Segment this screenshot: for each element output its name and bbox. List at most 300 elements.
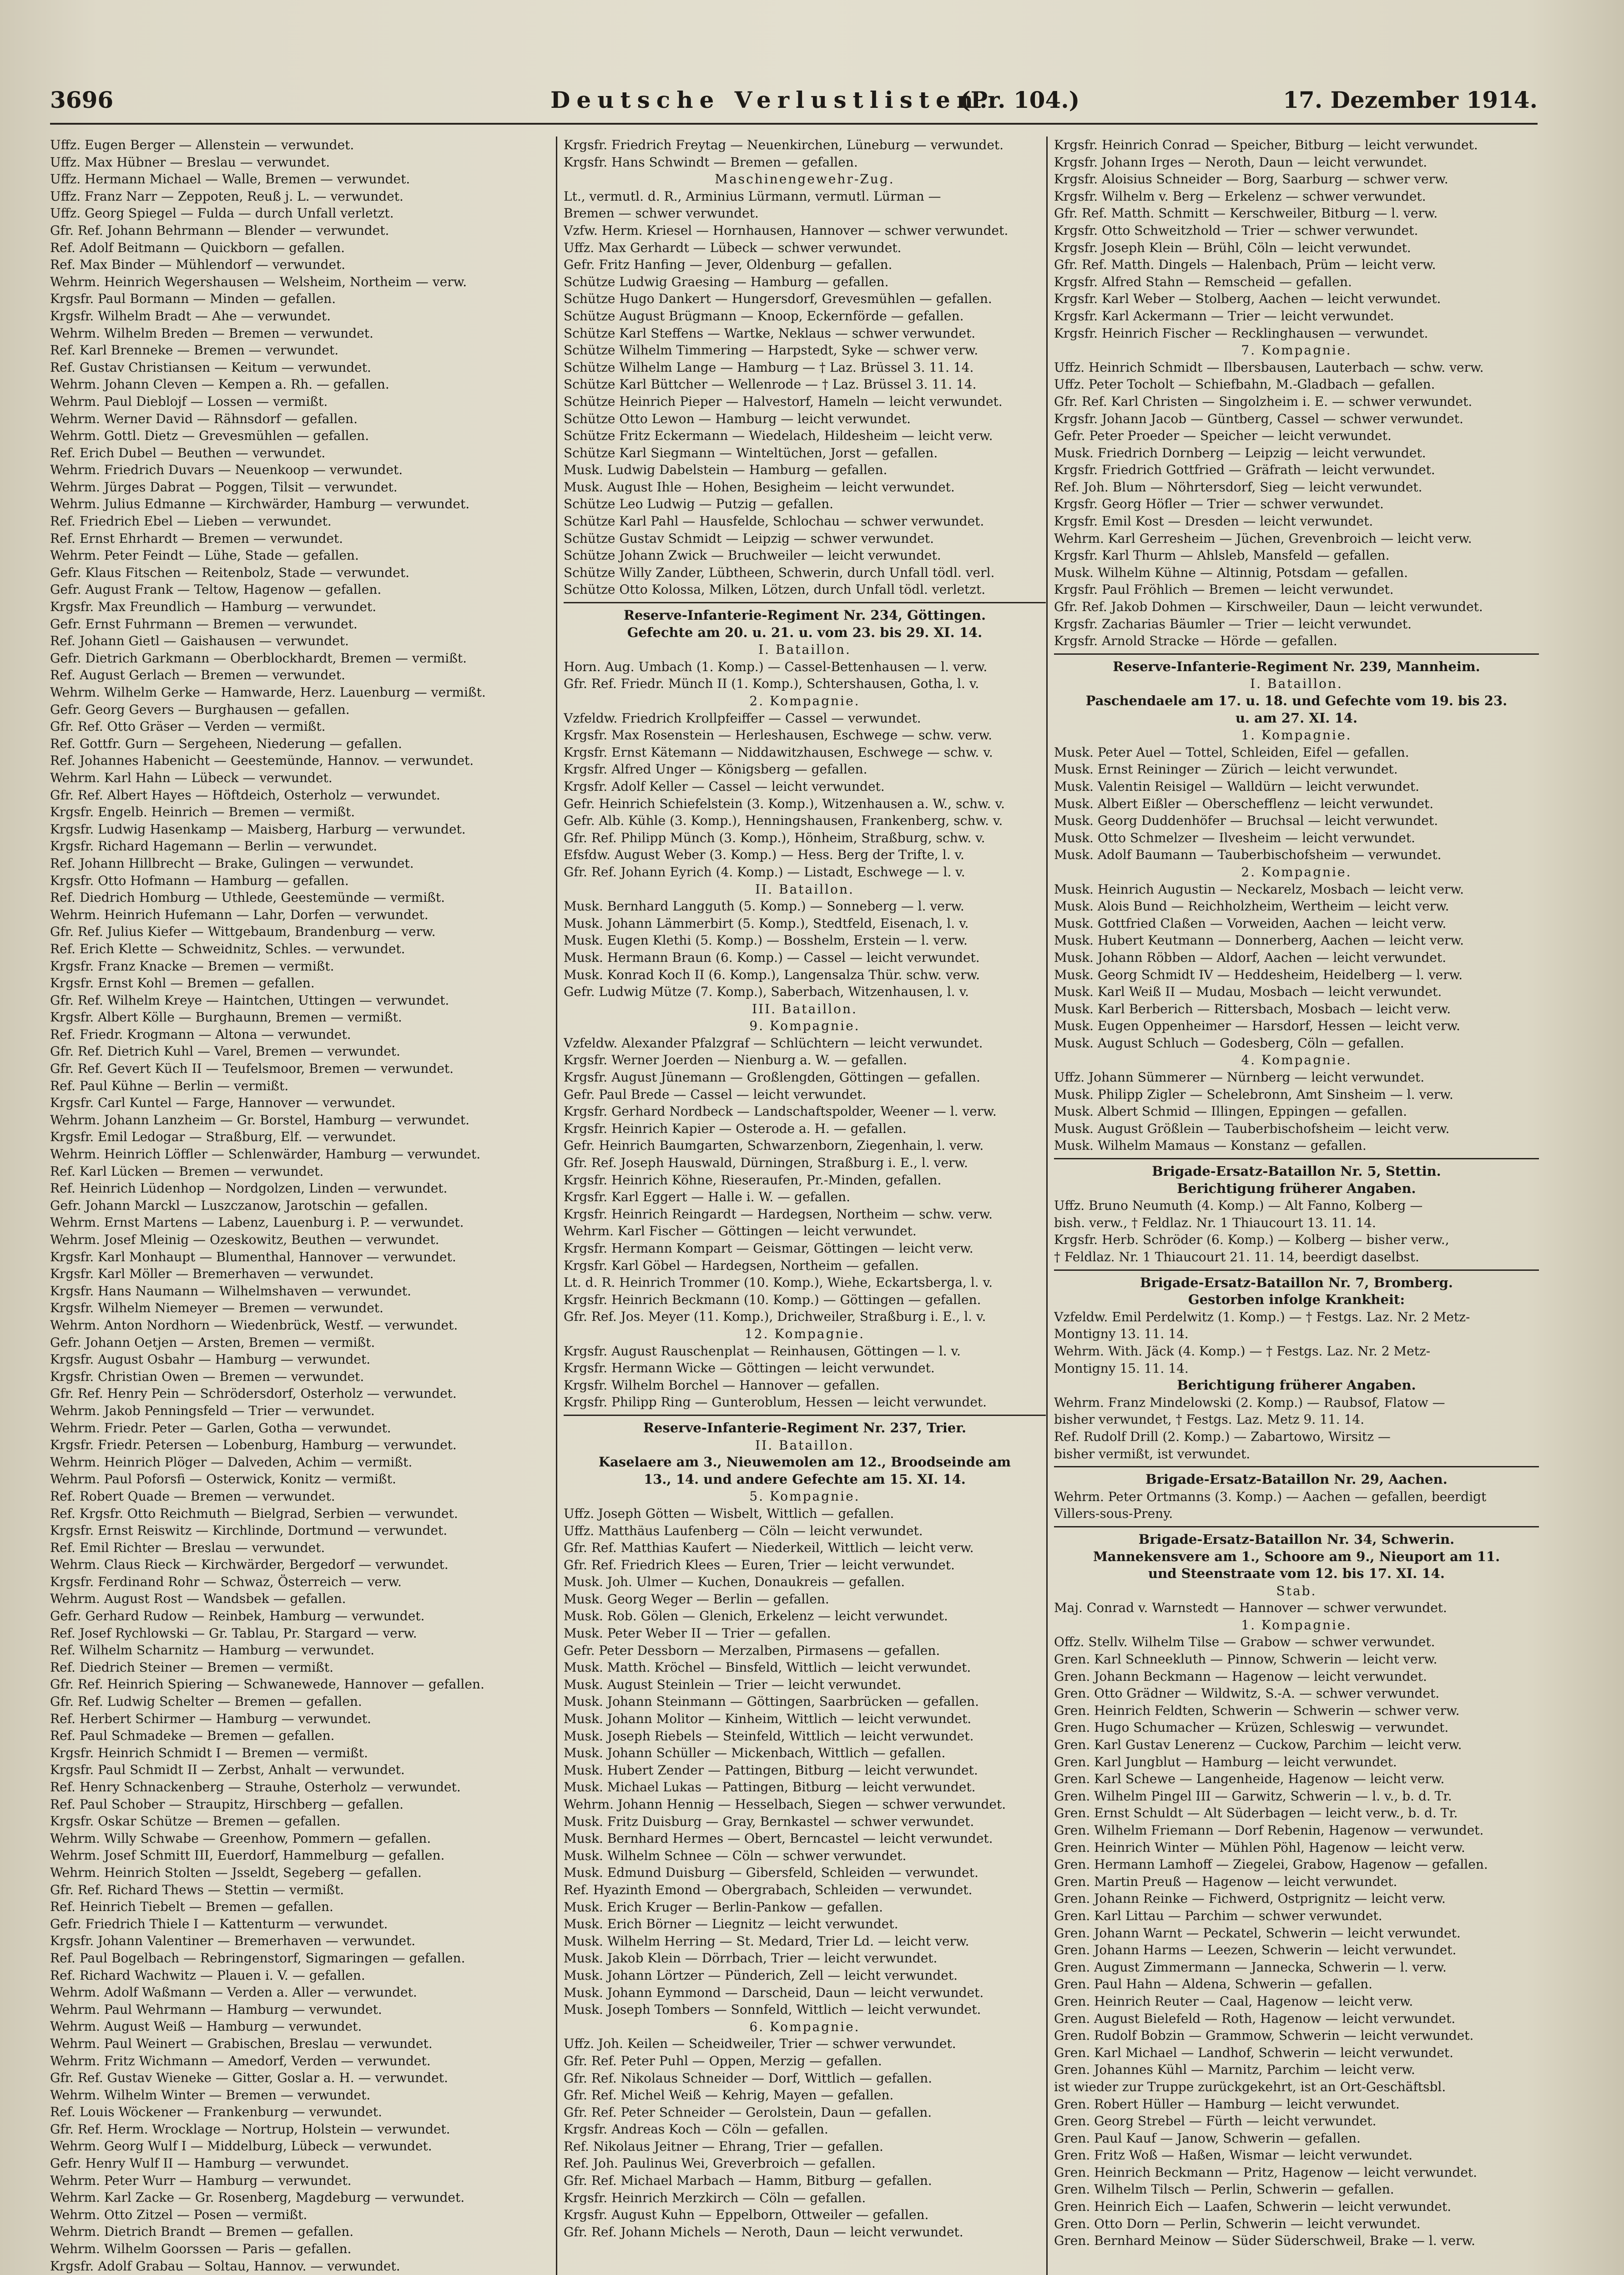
casualty-entry: Musk. Albert Schmid — Illingen, Eppingen — gefallen. bbox=[1054, 1104, 1407, 1119]
casualty-entry: Musk. Valentin Reisigel — Walldürn — leicht verwundet. bbox=[1054, 779, 1419, 794]
casualty-entry: Wehrm. Julius Edmanne — Kirchwärder, Hamburg — verwundet. bbox=[50, 496, 470, 512]
casualty-entry: Uffz. Johann Sümmerer — Nürnberg — leicht verwundet. bbox=[1054, 1070, 1425, 1085]
section-heading: Brigade-Ersatz-Bataillon Nr. 29, Aachen. bbox=[1145, 1471, 1447, 1487]
casualty-entry: Schütze Karl Siegmann — Winteltüchen, Jorst — gefallen. bbox=[564, 445, 938, 460]
casualty-entry: Krgsfr. Hermann Wicke — Göttingen — leicht verwundet. bbox=[564, 1360, 935, 1376]
casualty-entry: Gren. Hugo Schumacher — Krüzen, Schleswig — verwundet. bbox=[1054, 1720, 1449, 1735]
casualty-entry: Musk. Johann Lörtzer — Pünderich, Zell — leicht verwundet. bbox=[564, 1967, 958, 1983]
casualty-entry: Musk. Eugen Oppenheimer — Harsdorf, Hessen — leicht verw. bbox=[1054, 1018, 1461, 1034]
casualty-entry: bisher vermißt, ist verwundet. bbox=[1054, 1446, 1251, 1461]
section-heading: Gefechte am 20. u. 21. u. vom 23. bis 29. XI. 14. bbox=[627, 624, 983, 640]
text-column-1 bbox=[50, 136, 537, 2275]
issue-number: (Pr. 104.) bbox=[960, 86, 1080, 113]
casualty-entry: Ref. Karl Lücken — Bremen — verwundet. bbox=[50, 1163, 324, 1179]
casualty-entry: Gren. Karl Michael — Landhof, Schwerin — leicht verwundet. bbox=[1054, 2045, 1454, 2060]
casualty-entry: Wehrm. Wilhelm Goorssen — Paris — gefallen. bbox=[50, 2241, 352, 2257]
casualty-entry: Ref. Paul Schober — Straupitz, Hirschberg — gefallen. bbox=[50, 1796, 404, 1812]
casualty-entry: Krgsfr. Paul Fröhlich — Bremen — leicht verwundet. bbox=[1054, 582, 1394, 597]
casualty-entry: Ref. Joh. Blum — Nöhrtersdorf, Sieg — leicht verwundet. bbox=[1054, 479, 1422, 495]
subsection-heading: 2. Kompagnie. bbox=[1241, 864, 1352, 880]
text-column-2 bbox=[556, 136, 1046, 2275]
casualty-entry: Musk. Konrad Koch II (6. Komp.), Langensalza Thür. schw. verw. bbox=[564, 967, 980, 982]
casualty-entry: Musk. Peter Auel — Tottel, Schleiden, Eifel — gefallen. bbox=[1054, 744, 1409, 760]
casualty-entry: Wehrm. Peter Wurr — Hamburg — verwundet. bbox=[50, 2173, 352, 2188]
casualty-entry: Gren. Heinrich Eich — Laafen, Schwerin — leicht verwundet. bbox=[1054, 2199, 1452, 2214]
casualty-entry: Wehrm. Fritz Wichmann — Amedorf, Verden — verwundet. bbox=[50, 2053, 431, 2068]
casualty-entry: Krgsfr. Otto Hofmann — Hamburg — gefallen. bbox=[50, 873, 349, 888]
casualty-entry: Wehrm. Ernst Martens — Labenz, Lauenburg i. P. — verwundet. bbox=[50, 1215, 464, 1230]
casualty-entry: Gfr. Ref. Wilhelm Kreye — Haintchen, Uttingen — verwundet. bbox=[50, 992, 449, 1008]
casualty-entry: Musk. Michael Lukas — Pattingen, Bitburg — leicht verwundet. bbox=[564, 1780, 976, 1795]
casualty-entry: Gfr. Ref. Gevert Küch II — Teufelsmoor, Bremen — verwundet. bbox=[50, 1061, 454, 1077]
casualty-entry: Wehrm. Johann Cleven — Kempen a. Rh. — gefallen. bbox=[50, 377, 389, 392]
section-heading: Brigade-Ersatz-Bataillon Nr. 5, Stettin. bbox=[1152, 1163, 1441, 1179]
casualty-entry: Musk. Wilhelm Kühne — Altinnig, Potsdam — gefallen. bbox=[1054, 565, 1408, 580]
casualty-entry: Musk. Rob. Gölen — Glenich, Erkelenz — leicht verwundet. bbox=[564, 1608, 948, 1624]
casualty-entry: Krgsfr. Ferdinand Rohr — Schwaz, Österreich — verw. bbox=[50, 1574, 402, 1589]
subsection-heading: 6. Kompagnie. bbox=[749, 2019, 860, 2034]
casualty-entry: Gefr. Dietrich Garkmann — Oberblockhardt, Bremen — vermißt. bbox=[50, 650, 467, 666]
casualty-entry: Ref. Heinrich Lüdenhop — Nordgolzen, Linden — verwundet. bbox=[50, 1181, 448, 1196]
casualty-entry: Musk. Johann Molitor — Kinheim, Wittlich — leicht verwundet. bbox=[564, 1711, 972, 1727]
casualty-entry: Wehrm. Johann Hennig — Hesselbach, Siegen — schwer verwundet. bbox=[564, 1797, 1006, 1812]
section-heading: Berichtigung früherer Angaben. bbox=[1177, 1180, 1416, 1196]
casualty-entry: Gren. Bernhard Meinow — Süder Süderschweil, Brake — l. verw. bbox=[1054, 2233, 1475, 2249]
casualty-entry: Musk. Albert Eißler — Oberschefflenz — leicht verwundet. bbox=[1054, 796, 1434, 811]
casualty-entry: Uffz. Hermann Michael — Walle, Bremen — verwundet. bbox=[50, 172, 410, 187]
subsection-heading: II. Bataillon. bbox=[755, 881, 854, 897]
casualty-entry: Ref. Johannes Habenicht — Geestemünde, Hannov. — verwundet. bbox=[50, 753, 474, 768]
casualty-entry: Ref. August Gerlach — Bremen — verwundet. bbox=[50, 667, 345, 683]
casualty-entry: Uffz. Georg Spiegel — Fulda — durch Unfall verletzt. bbox=[50, 206, 394, 221]
casualty-entry: Vzfeldw. Emil Perdelwitz (1. Komp.) — † Festgs. Laz. Nr. 2 Metz- bbox=[1054, 1309, 1470, 1325]
casualty-entry: Ref. Emil Richter — Breslau — verwundet. bbox=[50, 1540, 325, 1555]
casualty-entry: Ref. Max Binder — Mühlendorf — verwundet. bbox=[50, 257, 346, 273]
casualty-entry: Krgsfr. Heinrich Schmidt I — Bremen — vermißt. bbox=[50, 1745, 368, 1760]
casualty-entry: Krgsfr. Johann Valentiner — Bremerhaven — verwundet. bbox=[50, 1933, 416, 1949]
casualty-entry: Krgsfr. Wilhelm Niemeyer — Bremen — verwundet. bbox=[50, 1300, 383, 1316]
casualty-entry: Krgsfr. Gerhard Nordbeck — Landschaftspolder, Weener — l. verw. bbox=[564, 1104, 997, 1119]
casualty-entry: Schütze Willy Zander, Lübtheen, Schwerin, durch Unfall tödl. verl. bbox=[564, 565, 995, 580]
casualty-entry: Uffz. Heinrich Schmidt — Ilbersbausen, Lauterbach — schw. verw. bbox=[1054, 359, 1484, 375]
casualty-entry: Efsfdw. August Weber (3. Komp.) — Hess. Berg der Trifte, l. v. bbox=[564, 847, 964, 863]
subsection-heading: Maschinengewehr-Zug. bbox=[715, 172, 895, 187]
casualty-entry: Musk. Wilhelm Mamaus — Konstanz — gefallen. bbox=[1054, 1138, 1367, 1153]
casualty-entry: Krgsfr. August Osbahr — Hamburg — verwundet. bbox=[50, 1352, 371, 1367]
casualty-entry: Gren. Paul Kauf — Janow, Schwerin — gefallen. bbox=[1054, 2130, 1361, 2146]
casualty-entry: Vzfeldw. Friedrich Krollpfeiffer — Cassel — verwundet. bbox=[564, 710, 921, 726]
casualty-entry: Wehrm. Dietrich Brandt — Bremen — gefallen. bbox=[50, 2224, 354, 2240]
casualty-entry: Krgsfr. Karl Göbel — Hardegsen, Northeim — gefallen. bbox=[564, 1258, 919, 1273]
casualty-entry: Ref. Gustav Christiansen — Keitum — verwundet. bbox=[50, 359, 371, 375]
casualty-entry: Gren. Johannes Kühl — Marnitz, Parchim — leicht verw. bbox=[1054, 2062, 1415, 2078]
casualty-entry: Musk. Joseph Riebels — Steinfeld, Wittlich — leicht verwundet. bbox=[564, 1728, 974, 1744]
casualty-entry: Wehrm. Adolf Waßmann — Verden a. Aller — verwundet. bbox=[50, 1985, 417, 2000]
casualty-entry: Krgsfr. Zacharias Bäumler — Trier — leicht verwundet. bbox=[1054, 616, 1412, 632]
casualty-entry: Gefr. Peter Proeder — Speicher — leicht verwundet. bbox=[1054, 428, 1392, 444]
casualty-entry: Wehrm. Werner David — Rähnsdorf — gefallen. bbox=[50, 411, 358, 426]
casualty-entry: Wehrm. Heinrich Löffler — Schlenwärder, Hamburg — verwundet. bbox=[50, 1147, 481, 1162]
casualty-entry: Gren. Heinrich Feldten, Schwerin — Schwerin — schwer verw. bbox=[1054, 1703, 1460, 1718]
casualty-entry: Musk. Johann Eymmond — Darscheid, Daun — leicht verwundet. bbox=[564, 1985, 984, 2000]
text-column-3 bbox=[1046, 136, 1539, 2275]
casualty-entry: Gren. Karl Littau — Parchim — schwer verwundet. bbox=[1054, 1908, 1382, 1923]
casualty-entry: Wehrm. August Weiß — Hamburg — verwundet. bbox=[50, 2019, 362, 2034]
casualty-entry: Gren. Karl Schneekluth — Pinnow, Schwerin — leicht verw. bbox=[1054, 1652, 1437, 1667]
casualty-entry: Gren. Otto Dorn — Perlin, Schwerin — leicht verwundet. bbox=[1054, 2216, 1421, 2231]
casualty-entry: Gfr. Ref. Julius Kiefer — Wittgebaum, Brandenburg — verw. bbox=[50, 924, 436, 940]
casualty-entry: Gfr. Ref. Heinrich Spiering — Schwanewede, Hannover — gefallen. bbox=[50, 1677, 484, 1692]
section-divider bbox=[1054, 1158, 1539, 1159]
casualty-entry: Lt., vermutl. d. R., Arminius Lürmann, vermutl. Lürman — bbox=[564, 188, 941, 204]
casualty-entry: Krgsfr. Hermann Kompart — Geismar, Göttingen — leicht verw. bbox=[564, 1241, 973, 1256]
casualty-entry: Schütze August Brügmann — Knoop, Eckernförde — gefallen. bbox=[564, 308, 964, 324]
casualty-entry: Krgsfr. Johann Irges — Neroth, Daun — leicht verwundet. bbox=[1054, 154, 1427, 170]
casualty-entry: Gren. Wilhelm Tilsch — Perlin, Schwerin — gefallen. bbox=[1054, 2182, 1394, 2197]
casualty-entry: Wehrm. Franz Mindelowski (2. Komp.) — Raubsof, Flatow — bbox=[1054, 1395, 1445, 1410]
casualty-entry: Krgsfr. Karl Eggert — Halle i. W. — gefallen. bbox=[564, 1189, 851, 1205]
subsection-heading: 2. Kompagnie. bbox=[749, 693, 860, 708]
section-heading: Paschendaele am 17. u. 18. und Gefechte vom 19. bis 23. bbox=[1085, 693, 1508, 708]
section-heading: Kaselaere am 3., Nieuwemolen am 12., Broodseinde am bbox=[598, 1454, 1011, 1470]
casualty-entry: Krgsfr. Joseph Klein — Brühl, Cöln — leicht verwundet. bbox=[1054, 240, 1411, 255]
casualty-entry: Gren. Johann Warnt — Peckatel, Schwerin — leicht verwundet. bbox=[1054, 1925, 1461, 1941]
casualty-entry: Gren. Martin Preuß — Hagenow — leicht verwundet. bbox=[1054, 1874, 1397, 1889]
casualty-entry: Krgsfr. Christian Owen — Bremen — verwundet. bbox=[50, 1369, 364, 1384]
casualty-entry: Gfr. Ref. Henry Pein — Schrödersdorf, Osterholz — verwundet. bbox=[50, 1386, 457, 1401]
casualty-entry: Krgsfr. Emil Ledogar — Straßburg, Elf. — verwundet. bbox=[50, 1129, 396, 1145]
casualty-entry: Krgsfr. Richard Hagemann — Berlin — verwundet. bbox=[50, 839, 378, 854]
casualty-entry: Gren. Fritz Woß — Haßen, Wismar — leicht verwundet. bbox=[1054, 2148, 1413, 2163]
casualty-entry: Ref. Erich Dubel — Beuthen — verwundet. bbox=[50, 445, 326, 460]
casualty-entry: Schütze Wilhelm Lange — Hamburg — † Laz. Brüssel 3. 11. 14. bbox=[564, 359, 974, 375]
casualty-entry: Krgsfr. Adolf Grabau — Soltau, Hannov. — verwundet. bbox=[50, 2258, 400, 2274]
casualty-entry: Montigny 13. 11. 14. bbox=[1054, 1326, 1189, 1342]
section-heading: und Steenstraate vom 12. bis 17. XI. 14. bbox=[1148, 1566, 1445, 1582]
casualty-entry: Gfr. Ref. Johann Eyrich (4. Komp.) — Listadt, Eschwege — l. v. bbox=[564, 864, 965, 880]
section-heading: u. am 27. XI. 14. bbox=[1235, 710, 1358, 726]
casualty-entry: Schütze Johann Zwick — Bruchweiler — leicht verwundet. bbox=[564, 548, 941, 563]
casualty-entry: Ref. Wilhelm Scharnitz — Hamburg — verwundet. bbox=[50, 1643, 374, 1658]
casualty-entry: Vzfw. Herm. Kriesel — Hornhausen, Hannover — schwer verwundet. bbox=[564, 222, 1009, 238]
casualty-entry: Uffz. Peter Tocholt — Schiefbahn, M.-Gladbach — gefallen. bbox=[1054, 377, 1435, 392]
subsection-heading: 1. Kompagnie. bbox=[1241, 1617, 1352, 1633]
casualty-entry: Schütze Fritz Eckermann — Wiedelach, Hildesheim — leicht verw. bbox=[564, 428, 993, 444]
casualty-entry: Musk. Ludwig Dabelstein — Hamburg — gefallen. bbox=[564, 462, 888, 478]
casualty-entry: Schütze Karl Pahl — Hausfelde, Schlochau — schwer verwundet. bbox=[564, 514, 984, 529]
casualty-entry: Ref. Karl Brenneke — Bremen — verwundet. bbox=[50, 343, 339, 358]
casualty-entry: Krgsfr. Otto Schweitzhold — Trier — schwer verwundet. bbox=[1054, 222, 1418, 238]
casualty-entry: Ref. Joh. Paulinus Wei, Greverbroich — gefallen. bbox=[564, 2156, 876, 2171]
casualty-entry: Wehrm. Paul Weinert — Grabischen, Breslau — verwundet. bbox=[50, 2036, 433, 2051]
casualty-entry: Musk. Joh. Ulmer — Kuchen, Donaukreis — gefallen. bbox=[564, 1574, 905, 1590]
casualty-entry: Wehrm. Peter Feindt — Lühe, Stade — gefallen. bbox=[50, 548, 359, 563]
casualty-entry: Musk. Karl Weiß II — Mudau, Mosbach — leicht verwundet. bbox=[1054, 984, 1442, 1000]
casualty-entry: Ref. Herbert Schirmer — Hamburg — verwundet. bbox=[50, 1711, 371, 1726]
casualty-entry: Gfr. Ref. Karl Christen — Singolzheim i. E. — schwer verwundet. bbox=[1054, 394, 1473, 409]
casualty-entry: Musk. Hubert Keutmann — Donnerberg, Aachen — leicht verw. bbox=[1054, 933, 1464, 948]
subsection-heading: 7. Kompagnie. bbox=[1241, 343, 1352, 358]
casualty-entry: Schütze Karl Büttcher — Wellenrode — † Laz. Brüssel 3. 11. 14. bbox=[564, 377, 977, 392]
casualty-entry: Gfr. Ref. Jos. Meyer (11. Komp.), Drichweiler, Straßburg i. E., l. v. bbox=[564, 1309, 986, 1325]
casualty-entry: Krgsfr. Franz Knacke — Bremen — vermißt. bbox=[50, 958, 334, 974]
casualty-entry: Krgsfr. Ludwig Hasenkamp — Maisberg, Harburg — verwundet. bbox=[50, 821, 466, 837]
subsection-heading: II. Bataillon. bbox=[755, 1437, 854, 1453]
casualty-entry: Wehrm. Willy Schwabe — Greenhow, Pommern — gefallen. bbox=[50, 1830, 431, 1846]
casualty-entry: bish. verw., † Feldlaz. Nr. 1 Thiaucourt 13. 11. 14. bbox=[1054, 1215, 1376, 1230]
casualty-entry: Gfr. Ref. Albert Hayes — Höftdeich, Osterholz — verwundet. bbox=[50, 787, 440, 803]
casualty-entry: Krgsfr. Karl Monhaupt — Blumenthal, Hannover — verwundet. bbox=[50, 1249, 456, 1264]
casualty-entry: Maj. Conrad v. Warnstedt — Hannover — schwer verwundet. bbox=[1054, 1600, 1447, 1616]
casualty-entry: Krgsfr. Friedr. Petersen — Lobenburg, Hamburg — verwundet. bbox=[50, 1437, 457, 1453]
casualty-entry: Gefr. Johann Oetjen — Arsten, Bremen — vermißt. bbox=[50, 1335, 375, 1350]
casualty-entry: Ref. Rudolf Drill (2. Komp.) — Zabartowo, Wirsitz — bbox=[1054, 1429, 1391, 1444]
casualty-entry: Krgsfr. Karl Ackermann — Trier — leicht verwundet. bbox=[1054, 308, 1394, 324]
casualty-entry: Krgsfr. Karl Möller — Bremerhaven — verwundet. bbox=[50, 1266, 374, 1282]
casualty-entry: Krgsfr. Herb. Schröder (6. Komp.) — Kolberg — bisher verw., bbox=[1054, 1232, 1449, 1248]
page-header bbox=[50, 77, 1538, 125]
section-heading: Brigade-Ersatz-Bataillon Nr. 34, Schwerin. bbox=[1138, 1531, 1455, 1547]
casualty-entry: Krgsfr. Wilhelm v. Berg — Erkelenz — schwer verwundet. bbox=[1054, 188, 1426, 204]
casualty-entry: Musk. August Ihle — Hohen, Besigheim — leicht verwundet. bbox=[564, 479, 955, 495]
casualty-entry: Ref. Nikolaus Jeitner — Ehrang, Trier — gefallen. bbox=[564, 2138, 883, 2154]
subsection-heading: 4. Kompagnie. bbox=[1241, 1052, 1352, 1068]
casualty-entry: Krgsfr. Wilhelm Borchel — Hannover — gefallen. bbox=[564, 1377, 880, 1393]
casualty-entry: Musk. Hermann Braun (6. Komp.) — Cassel — leicht verwundet. bbox=[564, 950, 980, 965]
casualty-entry: Gren. Karl Gustav Lenerenz — Cuckow, Parchim — leicht verw. bbox=[1054, 1737, 1462, 1753]
casualty-entry: Ref. Adolf Beitmann — Quickborn — gefallen. bbox=[50, 240, 345, 255]
casualty-entry: Gren. Karl Jungblut — Hamburg — leicht verwundet. bbox=[1054, 1754, 1397, 1769]
casualty-entry: Schütze Leo Ludwig — Putzig — gefallen. bbox=[564, 496, 834, 512]
casualty-entry: Gefr. Gerhard Rudow — Reinbek, Hamburg — verwundet. bbox=[50, 1608, 425, 1624]
casualty-entry: Krgsfr. Heinrich Merzkirch — Cöln — gefallen. bbox=[564, 2190, 866, 2205]
casualty-entry: Musk. Johann Steinmann — Göttingen, Saarbrücken — gefallen. bbox=[564, 1694, 979, 1709]
casualty-entry: Krgsfr. Heinrich Köhne, Rieseraufen, Pr.-Minden, gefallen. bbox=[564, 1172, 942, 1188]
casualty-entry: Ref. Paul Kühne — Berlin — vermißt. bbox=[50, 1078, 289, 1093]
casualty-entry: Krgsfr. Wilhelm Bradt — Ahe — verwundet. bbox=[50, 308, 331, 324]
casualty-entry: Schütze Heinrich Pieper — Halvestorf, Hameln — leicht verwundet. bbox=[564, 394, 1003, 409]
casualty-entry: Gren. Paul Hahn — Aldena, Schwerin — gefallen. bbox=[1054, 1977, 1373, 1992]
casualty-entry: Krgsfr. Heinrich Kapier — Osterode a. H. — gefallen. bbox=[564, 1121, 907, 1136]
casualty-entry: Krgsfr. Philipp Ring — Gunteroblum, Hessen — leicht verwundet. bbox=[564, 1395, 987, 1410]
casualty-entry: Uffz. Max Hübner — Breslau — verwundet. bbox=[50, 154, 330, 170]
casualty-entry: Krgsfr. Alfred Unger — Königsberg — gefallen. bbox=[564, 762, 867, 777]
subsection-heading: Stab. bbox=[1276, 1583, 1317, 1598]
casualty-entry: Ref. Diedrich Homburg — Uthlede, Geestemünde — vermißt. bbox=[50, 890, 445, 905]
casualty-entry: Offz. Stellv. Wilhelm Tilse — Grabow — schwer verwundet. bbox=[1054, 1634, 1435, 1650]
casualty-entry: Musk. Eugen Klethi (5. Komp.) — Bosshelm, Erstein — l. verw. bbox=[564, 933, 968, 948]
casualty-entry: Gfr. Ref. Friedr. Münch II (1. Komp.), Schtershausen, Gotha, l. v. bbox=[564, 676, 979, 692]
casualty-entry: Krgsfr. Heinrich Reingardt — Hardegsen, Northeim — schw. verw. bbox=[564, 1206, 993, 1222]
casualty-entry: Gefr. Ernst Fuhrmann — Bremen — verwundet. bbox=[50, 616, 358, 632]
casualty-entry: Krgsfr. Oskar Schütze — Bremen — gefallen. bbox=[50, 1814, 341, 1829]
casualty-entry: Musk. Ernst Reininger — Zürich — leicht verwundet. bbox=[1054, 762, 1398, 777]
casualty-entry: Uffz. Bruno Neumuth (4. Komp.) — Alt Fanno, Kolberg — bbox=[1054, 1198, 1423, 1213]
casualty-entry: Ref. Johann Gietl — Gaishausen — verwundet. bbox=[50, 633, 349, 649]
casualty-entry: Krgsfr. Hans Schwindt — Bremen — gefallen. bbox=[564, 154, 858, 170]
casualty-entry: Musk. Johann Röbben — Aldorf, Aachen — leicht verwundet. bbox=[1054, 950, 1447, 965]
casualty-entry: Musk. Georg Schmidt IV — Heddesheim, Heidelberg — l. verw. bbox=[1054, 967, 1463, 982]
casualty-entry: Musk. Johann Lämmerbirt (5. Komp.), Stedtfeld, Eisenach, l. v. bbox=[564, 915, 969, 931]
casualty-entry: Wehrm. August Rost — Wandsbek — gefallen. bbox=[50, 1591, 346, 1607]
casualty-entry: Krgsfr. Heinrich Beckmann (10. Komp.) — Göttingen — gefallen. bbox=[564, 1292, 981, 1307]
casualty-entry: Gren. August Bielefeld — Roth, Hagenow — leicht verwundet. bbox=[1054, 2011, 1456, 2026]
casualty-entry: Krgsfr. Heinrich Conrad — Speicher, Bitburg — leicht verwundet. bbox=[1054, 137, 1478, 152]
casualty-entry: Musk. Peter Weber II — Trier — gefallen. bbox=[564, 1626, 831, 1641]
casualty-entry: Musk. Karl Berberich — Rittersbach, Mosbach — leicht verw. bbox=[1054, 1001, 1451, 1016]
casualty-entry: Musk. Johann Schüller — Mickenbach, Wittlich — gefallen. bbox=[564, 1745, 946, 1761]
casualty-entry: Bremen — schwer verwundet. bbox=[564, 206, 759, 221]
casualty-entry: Ref. Josef Rychlowski — Gr. Tablau, Pr. Stargard — verw. bbox=[50, 1625, 417, 1641]
casualty-entry: Wehrm. Wilhelm Gerke — Hamwarde, Herz. Lauenburg — vermißt. bbox=[50, 685, 486, 700]
casualty-entry: Gfr. Ref. Friedrich Klees — Euren, Trier — leicht verwundet. bbox=[564, 1557, 955, 1572]
casualty-entry: Wehrm. Karl Hahn — Lübeck — verwundet. bbox=[50, 770, 333, 785]
casualty-entry: Krgsfr. Carl Kuntel — Farge, Hannover — verwundet. bbox=[50, 1095, 396, 1111]
casualty-entry: Musk. Joseph Tombers — Sonnfeld, Wittlich — leicht verwundet. bbox=[564, 2002, 981, 2017]
casualty-entry: Gfr. Ref. Richard Thews — Stettin — vermißt. bbox=[50, 1882, 344, 1897]
casualty-entry: Gfr. Ref. Ludwig Schelter — Bremen — gefallen. bbox=[50, 1694, 362, 1709]
casualty-entry: Wehrm. Karl Gerresheim — Jüchen, Grevenbroich — leicht verw. bbox=[1054, 531, 1472, 546]
casualty-entry: Krgsfr. Paul Bormann — Minden — gefallen. bbox=[50, 291, 336, 307]
casualty-entry: Gefr. Peter Dessborn — Merzalben, Pirmasens — gefallen. bbox=[564, 1643, 940, 1658]
casualty-entry: Gefr. Johann Marckl — Luszczanow, Jarotschin — gefallen. bbox=[50, 1198, 428, 1213]
casualty-entry: Gren. Otto Grädner — Wildwitz, S.-A. — schwer verwundet. bbox=[1054, 1686, 1440, 1701]
casualty-entry: Krgsfr. Adolf Keller — Cassel — leicht verwundet. bbox=[564, 779, 885, 794]
casualty-entry: Musk. August Schluch — Godesberg, Cöln — gefallen. bbox=[1054, 1035, 1404, 1051]
casualty-entry: Krgsfr. Albert Kölle — Burghaunn, Bremen — vermißt. bbox=[50, 1010, 402, 1025]
casualty-entry: Musk. August Steinlein — Trier — leicht verwundet. bbox=[564, 1677, 902, 1692]
casualty-entry: Musk. Hubert Zender — Pattingen, Bitburg — leicht verwundet. bbox=[564, 1762, 978, 1778]
casualty-entry: Krgsfr. Werner Joerden — Nienburg a. W. — gefallen. bbox=[564, 1052, 908, 1068]
casualty-entry: Gefr. Heinrich Baumgarten, Schwarzenborn, Ziegenhain, l. verw. bbox=[564, 1138, 984, 1153]
casualty-entry: Gren. Heinrich Beckmann — Pritz, Hagenow — leicht verwundet. bbox=[1054, 2164, 1478, 2180]
casualty-entry: Gefr. August Frank — Teltow, Hagenow — gefallen. bbox=[50, 582, 382, 597]
casualty-entry: Montigny 15. 11. 14. bbox=[1054, 1360, 1189, 1376]
casualty-entry: Musk. Erich Börner — Liegnitz — leicht verwundet. bbox=[564, 1916, 898, 1932]
casualty-entry: Wehrm. Wilhelm Breden — Bremen — verwundet. bbox=[50, 325, 373, 341]
casualty-entry: Ref. Louis Wöckener — Frankenburg — verwundet. bbox=[50, 2104, 382, 2120]
casualty-entry: Ref. Hyazinth Emond — Obergrabach, Schleiden — verwundet. bbox=[564, 1882, 973, 1897]
section-heading: Mannekensvere am 1., Schoore am 9., Nieuport am 11. bbox=[1093, 1548, 1500, 1564]
casualty-entry: Gfr. Ref. Gustav Wieneke — Gitter, Goslar a. H. — verwundet. bbox=[50, 2070, 448, 2086]
casualty-entry: Gren. Georg Strebel — Fürth — leicht verwundet. bbox=[1054, 2113, 1377, 2129]
casualty-entry: Wehrm. Josef Mleinig — Ozeskowitz, Beuthen — verwundet. bbox=[50, 1232, 439, 1247]
casualty-entry: Gfr. Ref. Jakob Dohmen — Kirschweiler, Daun — leicht verwundet. bbox=[1054, 599, 1483, 615]
casualty-entry: Musk. Alois Bund — Reichholzheim, Wertheim — leicht verw. bbox=[1054, 899, 1449, 914]
casualty-entry: Wehrm. Peter Ortmanns (3. Komp.) — Aachen — gefallen, beerdigt bbox=[1054, 1489, 1487, 1504]
casualty-entry: Gren. Johann Reinke — Fichwerd, Ostprignitz — leicht verw. bbox=[1054, 1891, 1446, 1906]
section-heading: Reserve-Infanterie-Regiment Nr. 237, Trier. bbox=[643, 1420, 967, 1436]
casualty-entry: Gefr. Henry Wulf II — Hamburg — verwundet. bbox=[50, 2156, 349, 2171]
casualty-entry: Musk. Bernhard Hermes — Obert, Berncastel — leicht verwundet. bbox=[564, 1831, 993, 1846]
section-heading: Reserve-Infanterie-Regiment Nr. 239, Mannheim. bbox=[1113, 658, 1480, 674]
casualty-entry: Gren. Robert Hüller — Hamburg — leicht verwundet. bbox=[1054, 2096, 1400, 2112]
casualty-entry: Gren. August Zimmermann — Jannecka, Schwerin — l. verw. bbox=[1054, 1959, 1447, 1975]
casualty-entry: Gfr. Ref. Matth. Schmitt — Kerschweiler, Bitburg — l. verw. bbox=[1054, 206, 1438, 221]
casualty-entry: Wehrm. Josef Schmitt III, Euerdorf, Hammelburg — gefallen. bbox=[50, 1848, 445, 1863]
casualty-entry: Ref. Paul Bogelbach — Rebringenstorf, Sigmaringen — gefallen. bbox=[50, 1950, 465, 1966]
casualty-entry: Wehrm. With. Jäck (4. Komp.) — † Festgs. Laz. Nr. 2 Metz- bbox=[1054, 1343, 1431, 1359]
casualty-entry: Musk. Wilhelm Herring — St. Medard, Trier Ld. — leicht verw. bbox=[564, 1933, 969, 1949]
casualty-entry: Ref. Robert Quade — Bremen — verwundet. bbox=[50, 1488, 335, 1504]
subsection-heading: I. Bataillon. bbox=[758, 642, 851, 657]
casualty-entry: Gefr. Friedrich Thiele I — Kattenturm — verwundet. bbox=[50, 1916, 388, 1931]
section-heading: Gestorben infolge Krankheit: bbox=[1188, 1292, 1405, 1308]
casualty-entry: † Feldlaz. Nr. 1 Thiaucourt 21. 11. 14, beerdigt daselbst. bbox=[1054, 1249, 1419, 1264]
casualty-entry: Musk. Erich Kruger — Berlin-Pankow — gefallen. bbox=[564, 1899, 883, 1915]
casualty-entry: Krgsfr. Andreas Koch — Cöln — gefallen. bbox=[564, 2122, 828, 2137]
casualty-entry: Wehrm. Paul Poforsfi — Osterwick, Konitz — vermißt. bbox=[50, 1471, 396, 1487]
casualty-entry: Vzfeldw. Alexander Pfalzgraf — Schlüchtern — leicht verwundet. bbox=[564, 1035, 983, 1051]
casualty-entry: Wehrm. Paul Wehrmann — Hamburg — verwundet. bbox=[50, 2002, 382, 2017]
casualty-entry: Musk. Fritz Duisburg — Gray, Bernkastel — schwer verwundet. bbox=[564, 1814, 974, 1829]
section-heading: 13., 14. und andere Gefechte am 15. XI. 14. bbox=[644, 1471, 966, 1487]
casualty-entry: Wehrm. Jakob Penningsfeld — Trier — verwundet. bbox=[50, 1403, 375, 1418]
casualty-entry: Krgsfr. Hans Naumann — Wilhelmshaven — verwundet. bbox=[50, 1283, 411, 1299]
casualty-entry: Gfr. Ref. Peter Puhl — Oppen, Merzig — gefallen. bbox=[564, 2053, 882, 2068]
casualty-entry: Schütze Hugo Dankert — Hungersdorf, Grevesmühlen — gefallen. bbox=[564, 291, 992, 307]
casualty-entry: bisher verwundet, † Festgs. Laz. Metz 9. 11. 14. bbox=[1054, 1412, 1365, 1427]
casualty-entry: Uffz. Joh. Keilen — Scheidweiler, Trier — schwer verwundet. bbox=[564, 2036, 956, 2052]
casualty-entry: Krgsfr. Karl Weber — Stolberg, Aachen — leicht verwundet. bbox=[1054, 291, 1441, 307]
casualty-entry: Ref. Friedr. Krogmann — Altona — verwundet. bbox=[50, 1026, 351, 1042]
casualty-entry: Schütze Ludwig Graesing — Hamburg — gefallen. bbox=[564, 274, 889, 289]
casualty-entry: Schütze Otto Kolossa, Milken, Lötzen, durch Unfall tödl. verletzt. bbox=[564, 582, 986, 597]
casualty-entry: Musk. Georg Duddenhöfer — Bruchsal — leicht verwundet. bbox=[1054, 813, 1438, 829]
subsection-heading: I. Bataillon. bbox=[1250, 676, 1343, 692]
casualty-entry: Gfr. Ref. Matthias Kaufert — Niederkeil, Wittlich — leicht verw. bbox=[564, 1540, 974, 1556]
casualty-entry: Krgsfr. Johann Jacob — Güntberg, Cassel — schwer verwundet. bbox=[1054, 411, 1463, 426]
casualty-entry: Schütze Karl Steffens — Wartke, Neklaus — schwer verwundet. bbox=[564, 325, 976, 341]
casualty-entry: Wehrm. Anton Nordhorn — Wiedenbrück, Westf. — verwundet. bbox=[50, 1317, 458, 1333]
casualty-entry: Gren. Johann Beckmann — Hagenow — leicht verwundet. bbox=[1054, 1668, 1427, 1684]
subsection-heading: 12. Kompagnie. bbox=[744, 1326, 865, 1341]
casualty-entry: Wehrm. Karl Zacke — Gr. Rosenberg, Magdeburg — verwundet. bbox=[50, 2190, 465, 2205]
casualty-entry: Ref. Ernst Ehrhardt — Bremen — verwundet. bbox=[50, 531, 343, 546]
casualty-entry: Wehrm. Friedr. Peter — Garlen, Gotha — verwundet. bbox=[50, 1420, 391, 1436]
casualty-entry: Gfr. Ref. Johann Behrmann — Blender — verwundet. bbox=[50, 222, 389, 238]
section-divider bbox=[1054, 1269, 1539, 1271]
casualty-entry: Krgsfr. Ernst Kohl — Bremen — gefallen. bbox=[50, 976, 315, 991]
casualty-entry: Gfr. Ref. Philipp Münch (3. Komp.), Hönheim, Straßburg, schw. v. bbox=[564, 830, 985, 845]
casualty-entry: Krgsfr. Emil Kost — Dresden — leicht verwundet. bbox=[1054, 514, 1373, 529]
casualty-entry: Musk. Heinrich Augustin — Neckarelz, Mosbach — leicht verw. bbox=[1054, 881, 1464, 897]
casualty-entry: Schütze Otto Lewon — Hamburg — leicht verwundet. bbox=[564, 411, 911, 426]
casualty-entry: Schütze Gustav Schmidt — Leipzig — schwer verwundet. bbox=[564, 531, 934, 546]
casualty-entry: Gfr. Ref. Herm. Wrocklage — Nortrup, Holstein — verwundet. bbox=[50, 2121, 450, 2137]
casualty-entry: Gren. Rudolf Bobzin — Grammow, Schwerin — leicht verwundet. bbox=[1054, 2028, 1474, 2043]
casualty-entry: Gefr. Klaus Fitschen — Reitenbolz, Stade — verwundet. bbox=[50, 565, 410, 580]
subsection-heading: 5. Kompagnie. bbox=[749, 1489, 860, 1504]
casualty-entry: Krgsfr. August Jünemann — Großlengden, Göttingen — gefallen. bbox=[564, 1070, 980, 1085]
casualty-entry: Gefr. Fritz Hanfing — Jever, Oldenburg — gefallen. bbox=[564, 257, 893, 273]
casualty-entry: Gren. Wilhelm Pingel III — Garwitz, Schwerin — l. v., b. d. Tr. bbox=[1054, 1788, 1452, 1804]
casualty-entry: Krgsfr. August Rauschenplat — Reinhausen, Göttingen — l. v. bbox=[564, 1343, 961, 1359]
casualty-entry: Gefr. Heinrich Schiefelstein (3. Komp.), Witzenhausen a. W., schw. v. bbox=[564, 796, 1005, 811]
casualty-entry: Gren. Karl Schewe — Langenheide, Hagenow — leicht verw. bbox=[1054, 1771, 1445, 1787]
casualty-entry: Musk. August Größlein — Tauberbischofsheim — leicht verw. bbox=[1054, 1121, 1450, 1136]
casualty-entry: Musk. Friedrich Dornberg — Leipzig — leicht verwundet. bbox=[1054, 445, 1426, 460]
section-heading: Berichtigung früherer Angaben. bbox=[1177, 1377, 1416, 1393]
casualty-entry: Gfr. Ref. Otto Gräser — Verden — vermißt. bbox=[50, 719, 326, 734]
casualty-entry: Horn. Aug. Umbach (1. Komp.) — Cassel-Bettenhausen — l. verw. bbox=[564, 659, 988, 674]
casualty-entry: Musk. Jakob Klein — Dörrbach, Trier — leicht verwundet. bbox=[564, 1951, 938, 1966]
casualty-entry: Gren. Wilhelm Friemann — Dorf Rebenin, Hagenow — verwundet. bbox=[1054, 1823, 1484, 1838]
casualty-entry: Gren. Johann Harms — Leezen, Schwerin — leicht verwundet. bbox=[1054, 1942, 1457, 1958]
casualty-entry: Musk. Otto Schmelzer — Ilvesheim — leicht verwundet. bbox=[1054, 830, 1416, 845]
casualty-entry: Ref. Diedrich Steiner — Bremen — vermißt. bbox=[50, 1659, 334, 1675]
casualty-entry: Musk. Matth. Kröchel — Binsfeld, Wittlich — leicht verwundet. bbox=[564, 1660, 971, 1675]
